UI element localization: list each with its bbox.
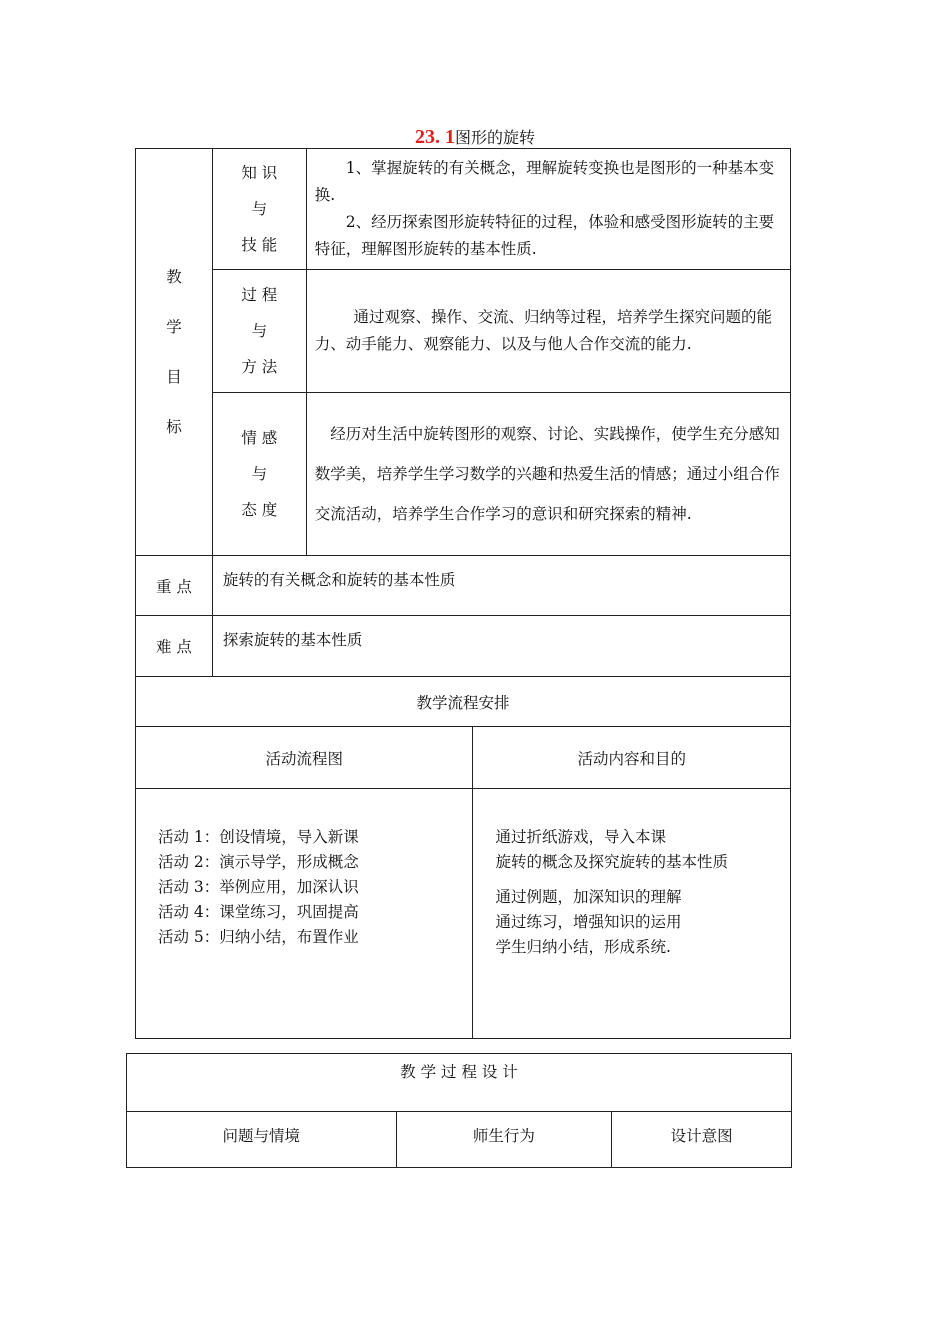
design-title: 教 学 过 程 设 计 [127,1054,792,1112]
list-item: 活动 2：演示导学，形成概念 [158,853,359,871]
title-text: 图形的旋转 [454,128,535,147]
list-item: 活动 4：课堂练习，巩固提高 [158,903,359,921]
list-item: 活动 1：创设情境，导入新课 [158,828,359,846]
key-point-text: 旋转的有关概念和旋转的基本性质 [212,556,790,616]
list-item: 活动 5：归纳小结，布置作业 [158,928,359,946]
list-item: 学生归纳小结，形成系统. [495,938,671,956]
lesson-plan-table [135,148,791,1039]
key-point-label: 重 点 [136,556,213,616]
difficulty-label: 难 点 [136,616,213,677]
list-item: 活动 3：举例应用，加深认识 [158,878,359,896]
category-knowledge: 知 识 与 技 能 [212,149,306,270]
process-design-table [126,1053,792,1168]
flow-header-left: 活动流程图 [136,727,473,789]
design-header-question: 问题与情境 [127,1112,397,1168]
objective-knowledge: 1、掌握旋转的有关概念，理解旋转变换也是图形的一种基本变换. 2、经历探索图形旋转特征的过程，体验和感受图形旋转的主要特征，理解图形旋转的基本性质. [306,149,790,270]
list-item: 通过例题，加深知识的理解 [495,888,682,906]
list-item: 通过练习，增强知识的运用 [495,913,682,931]
objective-process: 通过观察、操作、交流、归纳等过程，培养学生探究问题的能力、动手能力、观察能力、以及与他人合作交流的能力. [306,270,790,393]
flow-header-right: 活动内容和目的 [473,727,791,789]
activity-list [136,789,473,1039]
difficulty-text: 探索旋转的基本性质 [212,616,790,677]
category-attitude: 情 感 与 态 度 [212,393,306,556]
category-process: 过 程 与 方 法 [212,270,306,393]
objective-attitude: 经历对生活中旋转图形的观察、讨论、实践操作，使学生充分感知数学美，培养学生学习数学的兴趣和热爱生活的情感；通过小组合作交流活动，培养学生合作学习的意识和研究探索的精神. [306,393,790,556]
design-header-behavior: 师生行为 [396,1112,612,1168]
flow-title: 教学流程安排 [136,677,791,727]
list-item: 通过折纸游戏，导入本课 [495,828,666,846]
list-item: 旋转的概念及探究旋转的基本性质 [495,853,728,871]
page-title [0,125,950,149]
purpose-list [473,789,791,1039]
design-header-intent: 设计意图 [612,1112,792,1168]
title-number: 23. 1 [414,126,455,148]
objectives-header: 教 学 目 标 [136,149,213,556]
